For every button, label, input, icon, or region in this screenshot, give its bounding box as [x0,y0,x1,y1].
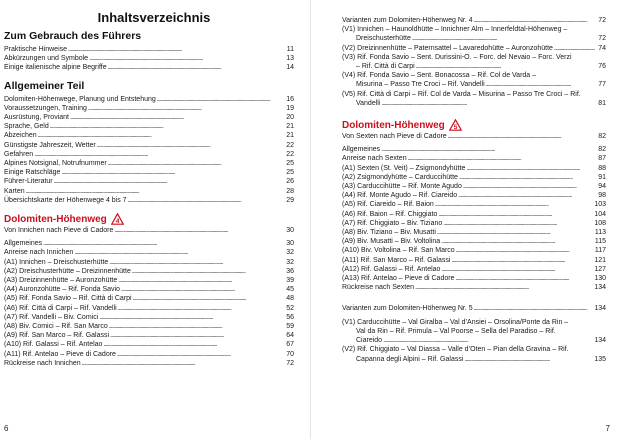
toc-entry-text: Einige Ratschläge [4,169,61,177]
toc-variant-entry[interactable] [342,53,606,71]
toc-entry[interactable] [4,276,294,285]
route-heading-4 [4,212,294,226]
toc-entry-page: 45 [286,286,294,294]
toc-entry-page: 134 [594,337,606,345]
toc-entry-text: (A10) Biv. Voltolina – Rif. San Marco [342,247,455,255]
toc-entry-page: 20 [286,114,294,122]
toc-entry-text: (V3) Rif. Fonda Savio – Sent. Durissini-O. – Forc. del Nevaio – Forc. Verzi [342,53,572,61]
toc-entry-text: (A11) Rif. Antelao – Pieve di Cadore [4,350,116,358]
toc-entry[interactable] [4,331,294,340]
toc-entry-text: Gefahren [4,150,34,158]
toc-variant-entry[interactable] [342,71,606,89]
toc-entry-text: Allgemeines [342,146,381,154]
toc-entry[interactable] [4,113,294,122]
toc-entry[interactable] [342,219,606,228]
toc-entry-page: 134 [594,305,606,313]
toc-variant-entry[interactable] [342,25,606,43]
toc-entry-text: (A8) Biv. Comici – Rif. San Marco [4,323,108,331]
toc-entry-page: 76 [598,63,606,71]
toc-entry[interactable] [4,294,294,303]
toc-entry[interactable] [342,191,606,200]
toc-variant-entry[interactable] [342,90,606,108]
toc-entry-page: 48 [286,295,294,303]
toc-entry-page: 117 [594,247,606,255]
page-title: Inhaltsverzeichnis [97,10,211,25]
toc-entry-text: (A6) Rif. Città di Carpi – Rif. Vandelli [4,304,117,312]
toc-entry-page: 30 [286,240,294,248]
toc-entry[interactable] [342,228,606,237]
toc-entry-page: 74 [598,44,606,52]
toc-entry-text: (V4) Rif. Fonda Savio – Sent. Bonacossa – Rif. Col de Varda – [342,72,537,80]
toc-entry[interactable] [4,122,294,131]
toc-entry-page: 113 [594,229,606,237]
toc-entry-page: 72 [286,359,294,367]
toc-entry-text: (V2) Rif. Chiggiato – Val Diassa – Valle d’Oten – Pian della Gravina – Rif. [342,346,569,354]
toc-entry-page: 104 [594,210,606,218]
toc-entry[interactable] [4,187,294,196]
toc-entry-text: Alpines Notsignal, Notrufnummer [4,160,107,168]
toc-entry-text: Karten [4,187,25,195]
route-subtitle-4[interactable] [4,226,294,235]
toc-entry-text: Varianten zum Dolomiten-Höhenweg Nr. 4 [342,17,473,24]
page-number-left: 6 [4,424,9,433]
toc-entry-page: 130 [594,275,606,283]
toc-variant-entry[interactable] [342,44,606,53]
route-heading-5-text: Dolomiten-Höhenweg [342,119,445,131]
toc-entry-text: (A9) Rif. San Marco – Rif. Galassi [4,332,110,340]
toc-entry[interactable] [342,265,606,274]
toc-entry-text: (A5) Rif. Ciareido – Rif. Baion [342,201,434,209]
toc-entry[interactable] [342,145,606,154]
toc-entry-text: Allgemeines [4,240,43,248]
toc-entry-text: (A12) Rif. Galassi – Rif. Antelao [342,265,441,273]
toc-entry[interactable] [342,256,606,265]
toc-entry-page: 135 [594,355,606,363]
toc-entry[interactable] [342,154,606,163]
toc-variant-entry[interactable] [342,345,606,363]
toc-entry-text: Voraussetzungen, Training [4,104,87,112]
toc-entry[interactable] [4,359,294,368]
toc-entry-page: 13 [286,55,294,63]
toc-entry-text: (A2) Zsigmondyhütte – Carduccihütte [342,173,458,181]
toc-entry[interactable] [4,131,294,140]
toc-entry-text: (V1) Carduccihütte – Val Giralba – Val d’Ansiei – Orsolina/Ponte da Rin – [342,318,569,326]
toc-entry-text: Rückreise nach Sexten [342,284,414,292]
toc-entry-page: 32 [286,249,294,257]
toc-entry-text: (A4) Auronzohütte – Rif. Fonda Savio [4,286,120,294]
toc-list-general [4,95,294,205]
toc-entry-text: (A3) Dreizinnenhütte – Auronzohütte [4,277,118,285]
toc-entry-page: 64 [286,332,294,340]
toc-entry-page: 32 [286,258,294,266]
route-subtitle-5-page: 82 [598,133,606,141]
toc-entry-page: 72 [598,17,606,24]
toc-entry-page: 25 [286,169,294,177]
toc-entry-page: 88 [598,164,606,172]
toc-entry-page: 22 [286,150,294,158]
route-subtitle-4-page: 30 [286,227,294,235]
page-number-right: 7 [605,424,610,433]
toc-entry-text: Dolomiten-Höhenwege, Planung und Entstehung [4,95,156,103]
toc-entry-page: 91 [598,173,606,181]
toc-entry[interactable] [342,274,606,283]
toc-entry-page: 98 [598,192,606,200]
toc-entry-page: 26 [286,178,294,186]
toc-entry[interactable] [4,258,294,267]
toc-entry[interactable] [342,246,606,255]
toc-entry[interactable] [342,182,606,191]
toc-entry-page: 72 [598,35,606,43]
toc-entry-text: Abzeichen [4,132,37,140]
toc-entry-page: 16 [286,95,294,103]
toc-entry-text: (A1) Sexten (St. Veit) – Zsigmondyhütte [342,164,466,172]
toc-entry-page: 127 [594,265,606,273]
toc-entry[interactable] [4,150,294,159]
toc-entry-text: (A5) Rif. Fonda Savio – Rif. Città di Carpi [4,295,132,303]
toc-entry[interactable] [342,237,606,246]
route-subtitle-4-text: Von Innichen nach Pieve di Cadore [4,227,114,235]
toc-entry[interactable] [4,54,294,63]
toc-entry-text-cont: Dreischusterhütte [356,35,411,43]
toc-entry-page: 19 [286,104,294,112]
toc-entry-variants5[interactable] [342,304,606,313]
toc-entry-page: 25 [286,160,294,168]
toc-entry[interactable] [4,350,294,359]
toc-list-route4 [4,239,294,368]
toc-entry-page: 81 [598,99,606,107]
toc-entry-text: (A4) Rif. Monte Agudo – Rif. Ciareido [342,192,458,200]
toc-entry-text: Einige italienische alpine Begriffe [4,64,107,72]
toc-entry-page: 77 [598,81,606,89]
toc-entry-text: (A7) Rif. Vandelli – Biv. Comici [4,313,99,321]
toc-entry-page: 70 [286,350,294,358]
toc-entry[interactable] [4,63,294,72]
toc-entry[interactable] [342,283,606,292]
toc-entry-page: 22 [286,141,294,149]
toc-entry-page: 56 [286,313,294,321]
toc-list-usage [4,45,294,73]
toc-entry[interactable] [4,304,294,313]
toc-entry[interactable] [4,267,294,276]
toc-list-variants5 [342,318,606,364]
toc-entry-text: (A10) Rif. Galassi – Rif. Antelao [4,341,103,349]
triangle-route-badge-icon [449,119,462,131]
right-page [310,0,620,439]
toc-entry-page: 52 [286,304,294,312]
toc-entry-page: 94 [598,183,606,191]
section-heading-usage: Zum Gebrauch des Führers [4,30,142,42]
toc-entry-text: Ausrüstung, Proviant [4,114,69,122]
toc-entry-text-cont: Vandelli [356,99,381,107]
toc-entry-page: 67 [286,341,294,349]
route-heading-5 [342,118,606,132]
toc-entry[interactable] [4,95,294,104]
toc-entry-text: Sprache, Geld [4,123,49,131]
toc-entry-text: (A8) Biv. Tiziano – Biv. Musatti [342,229,436,237]
toc-entry-page: 21 [286,123,294,131]
toc-entry-text-cont: Misurina – Passo Tre Croci – Rif. Vandelli [356,81,485,89]
toc-entry[interactable] [4,313,294,322]
route-subtitle-5[interactable] [342,132,606,141]
toc-entry-text: Rückreise nach Innichen [4,359,81,367]
toc-entry[interactable] [4,285,294,294]
toc-entry-text: Anreise nach Innichen [4,249,74,257]
toc-list-variants4 [342,25,606,108]
toc-entry[interactable] [4,196,294,205]
toc-entry-page: 39 [286,277,294,285]
toc-entry-text: Val da Rin – Rif. Primula – Val Poorse – Sella del Paradiso – Rif. [356,327,556,335]
toc-entry[interactable] [4,104,294,113]
toc-variant-entry[interactable] [342,318,606,346]
toc-entry-text-cont: Capanna degli Alpini – Rif. Galassi [356,355,464,363]
toc-entry-text: (A2) Dreischusterhütte – Dreizinnenhütte [4,267,131,275]
toc-entry-text: (A11) Rif. San Marco – Rif. Galassi [342,256,451,264]
toc-entry-variants4[interactable] [342,16,606,25]
toc-entry-text: Anreise nach Sexten [342,155,407,163]
toc-entry-page: 28 [286,187,294,195]
toc-entry[interactable] [4,248,294,257]
toc-entry-page: 108 [594,219,606,227]
toc-entry-page: 14 [286,64,294,72]
toc-entry[interactable] [4,177,294,186]
toc-entry-text: (V1) Innichen – Haunoldhütte – Innichner Alm – Innerfeldtal-Höhenweg – [342,26,568,34]
toc-entry-text: Übersichtskarte der Höhenwege 4 bis 7 [4,196,127,204]
toc-entry[interactable] [4,45,294,54]
toc-entry[interactable] [4,239,294,248]
toc-entry-page: 115 [594,238,606,246]
toc-entry-page: 11 [286,46,294,53]
toc-entry[interactable] [4,159,294,168]
route-subtitle-5-text: Von Sexten nach Pieve di Cadore [342,133,447,141]
triangle-route-badge-icon [111,213,124,225]
toc-entry-text: Abkürzungen und Symbole [4,55,89,63]
route-heading-4-text: Dolomiten-Höhenweg [4,213,107,225]
toc-list-route5 [342,145,606,292]
section-heading-general: Allgemeiner Teil [4,79,85,92]
toc-entry[interactable] [342,173,606,182]
toc-entry-page: 21 [286,132,294,140]
toc-entry[interactable] [4,340,294,349]
toc-entry-page: 59 [286,323,294,331]
toc-entry-text: (A13) Rif. Antelao – Pieve di Cadore [342,275,455,283]
toc-entry-text: Varianten zum Dolomiten-Höhenweg Nr. 5 [342,305,473,313]
toc-entry[interactable] [342,210,606,219]
toc-entry-text: (V2) Dreizinnenhütte – Paternsattel – Lavaredohütte – Auronzohütte [342,44,553,52]
toc-entry-text: (V5) Rif. Città di Carpi – Rif. Col de Varda – Misurina – Passo Tre Croci – Rif. [342,90,581,98]
toc-entry-text: Praktische Hinweise [4,46,68,53]
toc-entry[interactable] [342,200,606,209]
toc-entry[interactable] [4,168,294,177]
route-badge-number: 5 [453,123,458,131]
toc-entry-page: 103 [594,201,606,209]
toc-entry[interactable] [4,141,294,150]
toc-entry-page: 29 [286,196,294,204]
toc-entry-text: (A3) Carduccihütte – Rif. Monte Agudo [342,183,462,191]
toc-entry-text-cont: Ciareido [356,337,383,345]
toc-entry-page: 36 [286,267,294,275]
toc-entry-text: (A7) Rif. Chiggiato – Biv. Tiziano [342,219,443,227]
toc-entry-text-cont: – Rif. Città di Carpi [356,63,415,71]
toc-entry[interactable] [342,164,606,173]
route-badge-number: 4 [115,217,120,225]
toc-entry-page: 82 [598,146,606,154]
toc-entry-text: (A9) Biv. Musatti – Biv. Voltolina [342,238,441,246]
toc-entry[interactable] [4,322,294,331]
toc-entry-text: Günstigste Jahreszeit, Wetter [4,141,96,149]
toc-entry-text: (A1) Innichen – Dreischusterhütte [4,258,109,266]
toc-entry-text: (A6) Rif. Baion – Rif. Chiggiato [342,210,438,218]
toc-entry-page: 121 [594,256,606,264]
toc-entry-page: 134 [594,284,606,292]
toc-entry-text: Führer-Literatur [4,178,53,186]
toc-entry-page: 87 [598,155,606,163]
